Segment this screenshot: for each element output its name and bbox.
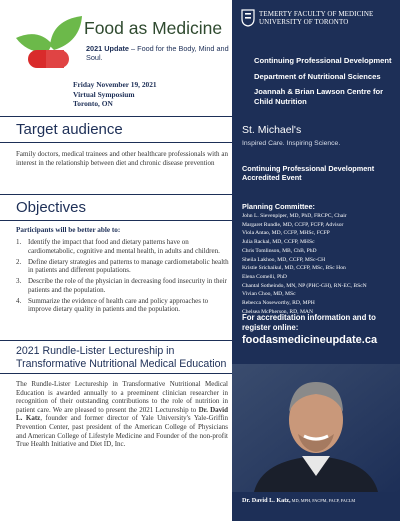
list-item: 1. Identify the impact that food and dietary patterns have on cardiometabolic, cognitive and mental health, in adults and children. — [16, 238, 220, 255]
list-item: Chelsea McPherson, RD, MAN — [242, 308, 314, 315]
list-item: Chantal Sotheindo, MN, NP (PHC-GH), RN-EC, BScN — [242, 282, 367, 289]
list-item: Viola Antao, MD, CCFP, MHSc, FCFP — [242, 230, 330, 237]
event-format: Virtual Symposium — [73, 89, 135, 99]
objectives-list — [16, 238, 230, 316]
target-audience-heading: Target audience — [16, 121, 123, 138]
divider — [0, 116, 232, 117]
partner-item: Department of Nutritional Sciences — [254, 71, 381, 81]
registration-link[interactable]: foodasmedicineupdate.ca — [242, 334, 378, 346]
list-item: John L. Sievenpiper, MD, PhD, FRCPC, Chair — [242, 213, 347, 219]
objectives-intro: Participants will be better able to: — [16, 226, 121, 234]
list-item: Kristie Srichaikul, MD, CCFP, MSc, BSc Hon — [242, 265, 346, 272]
list-item: Sheila Lakhoo, MD, CCFP, MSc-CH — [242, 256, 326, 263]
list-item: Vivian Choo, MD, MSc — [242, 291, 296, 298]
uoft-line2: UNIVERSITY OF TORONTO — [259, 18, 349, 27]
leaf-left-icon — [16, 34, 52, 52]
lectureship-heading: 2021 Rundle-Lister Lectureship in Transformative Nutritional Medical Education — [16, 345, 227, 370]
speaker-photo — [232, 364, 400, 492]
speaker-caption: Dr. David L. Katz, MD, MPH, FACPM, FACP, FACLM — [242, 497, 356, 504]
list-item: Elena Comelli, PhD — [242, 273, 287, 280]
st-michaels-tagline: Inspired Care. Inspiring Science. — [242, 140, 341, 147]
partner-list — [254, 56, 396, 112]
uoft-logo — [241, 9, 397, 43]
divider — [0, 194, 232, 195]
planning-committee-list — [242, 212, 398, 316]
divider — [0, 340, 232, 341]
right-sidebar — [232, 0, 400, 521]
partner-item: Joannah & Brian Lawson Centre for Child Nutrition — [254, 87, 384, 106]
brand-title: Food as Medicine — [84, 18, 223, 38]
registration-info: For accreditation information and to register online: — [242, 313, 376, 332]
lectureship-text: The Rundle-Lister Lectureship in Transformative Nutritional Medical Education is awarded annually to a preeminent clinician researcher in recognition of their outstanding contributions to the role of nutrition in patient care. We are pleased to present the 2021 Lectureship to Dr. David L. Katz, founder and former director of Yale University's Yale-Griffin Prevention Center, past president of the American College of Physicians and American College of Lifestyle Medicine and Founder of the non-profit True Health Initiative and Diet ID, Inc. — [16, 380, 228, 449]
cpd-accredited: Continuing Professional Development Accredited Event — [242, 164, 375, 182]
st-michaels-logo: St. Michael's — [242, 124, 302, 136]
list-item: 2. Define dietary strategies and patterns to manage cardiometabolic health in patients and different populations. — [16, 257, 229, 274]
list-item: 3. Describe the role of the physician in decreasing food insecurity in their patients and the population. — [16, 277, 227, 294]
update-tagline: 2021 Update – Food for the Body, Mind and Soul. — [86, 44, 229, 62]
objectives-heading: Objectives — [16, 199, 87, 216]
divider — [0, 373, 232, 374]
event-date: Friday November 19, 2021 — [73, 80, 157, 89]
list-item: Rebecca Noseworthy, RD, MPH — [242, 300, 315, 307]
crest-icon — [241, 9, 255, 27]
planning-committee-heading: Planning Committee: — [242, 202, 315, 211]
partner-item: Continuing Professional Development — [254, 56, 392, 65]
divider — [0, 220, 232, 221]
list-item: Chris Tomlinson, MB, ChB, PhD — [242, 247, 317, 254]
list-item: Julia Rackal, MD, CCFP, MHSc — [242, 239, 315, 246]
list-item: 4. Summarize the evidence of health care and policy approaches to improve dietary quality in patients and the population. — [16, 296, 209, 313]
target-audience-text: Family doctors, medical trainees and other healthcare professionals with an interest in the relationship between diet and chronic disease prevention — [16, 150, 228, 167]
event-info — [73, 80, 157, 109]
uoft-line1: TEMERTY FACULTY OF MEDICINE — [259, 10, 374, 18]
divider — [0, 142, 232, 143]
food-as-medicine-logo — [8, 8, 88, 72]
list-item: Margaret Rundle, MD, CCFP, FCFP, Advisor — [242, 221, 344, 228]
leaf-right-icon — [50, 16, 82, 50]
event-location: Toronto, ON — [73, 99, 113, 108]
